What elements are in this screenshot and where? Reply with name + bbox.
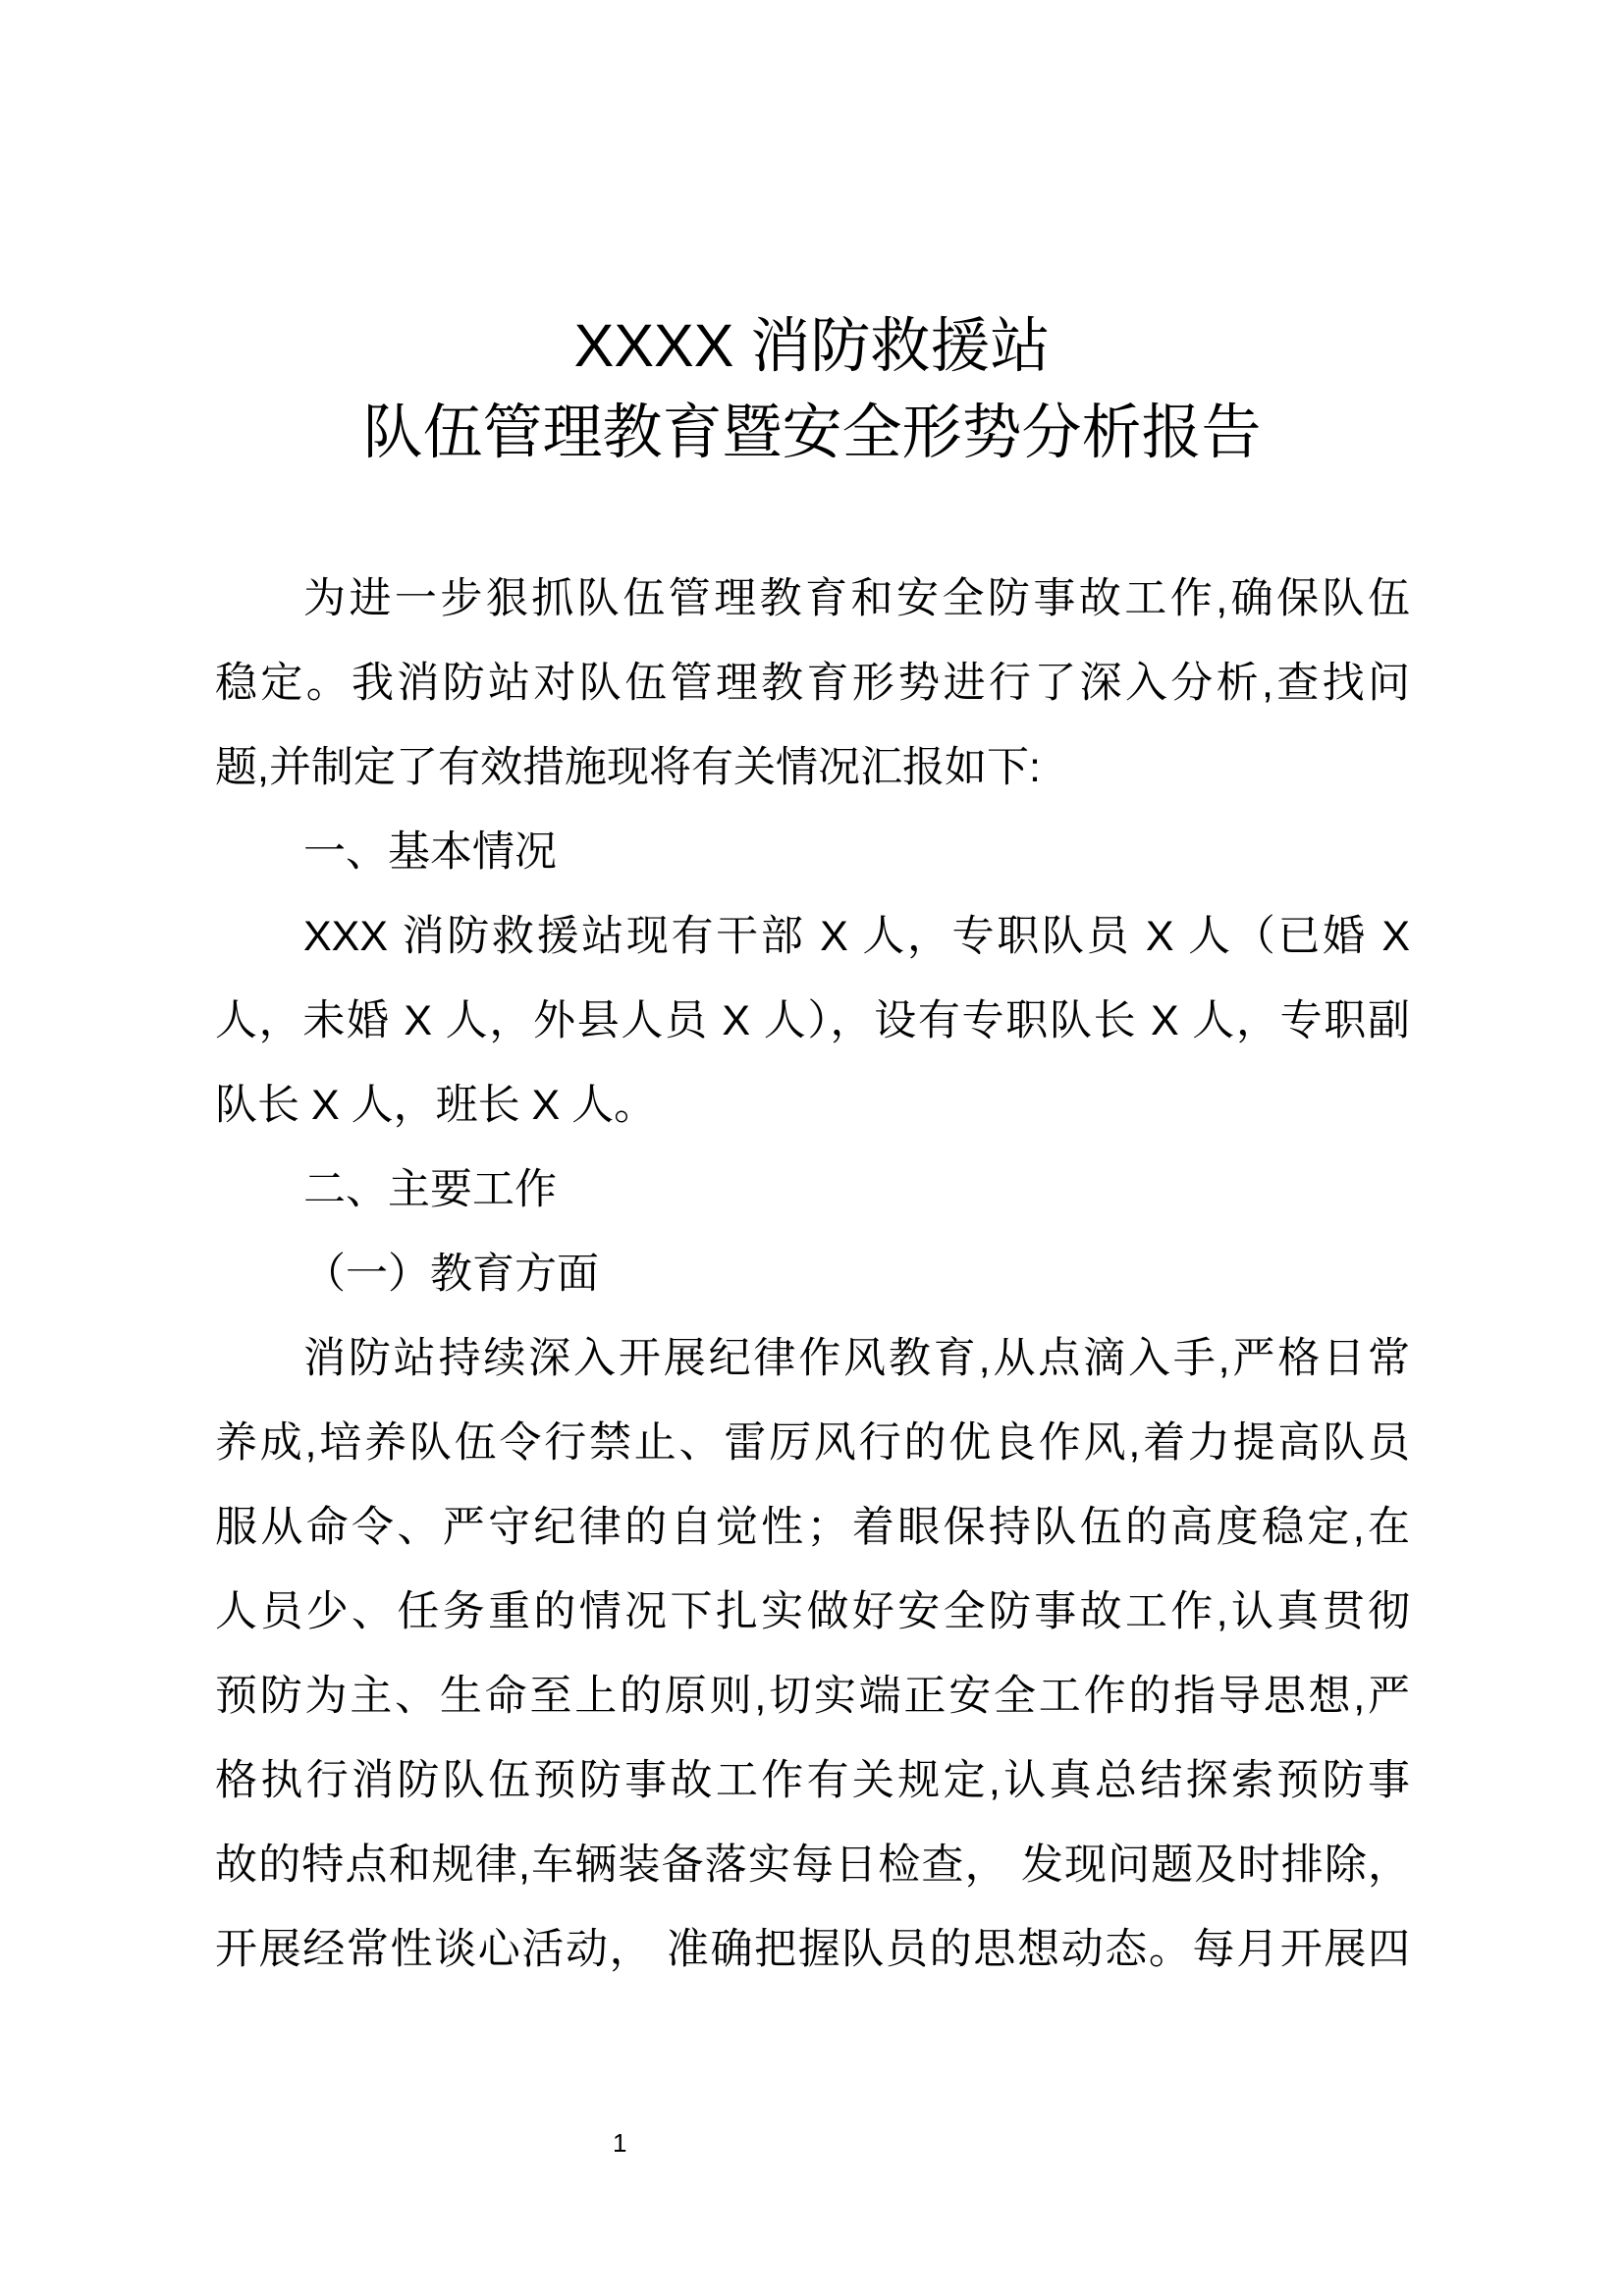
- title-line-2: 队伍管理教育暨安全形势分析报告: [362, 399, 1262, 465]
- text-line: 预防为主、生命至上的原则,切实端正安全工作的指导思想,严: [215, 1673, 1410, 1720]
- text-line: 服从命令、严守纪律的自觉性；着眼保持队伍的高度稳定,在: [215, 1504, 1410, 1551]
- page-number: 1: [613, 2128, 627, 2158]
- document-title: [0, 302, 1624, 475]
- text-line: XXX 消防救援站现有干部 X 人，专职队员 X 人（已婚 X: [303, 913, 1410, 960]
- text-line: 人员少、任务重的情况下扎实做好安全防事故工作,认真贯彻: [215, 1588, 1410, 1635]
- text-line: 队长 X 人，班长 X 人。: [215, 1082, 657, 1129]
- text-line: （一）教育方面: [303, 1251, 599, 1298]
- document-body: [215, 557, 1410, 1992]
- text-line: 一、基本情况: [303, 828, 557, 876]
- text-line: 消防站持续深入开展纪律作风教育,从点滴入手,严格日常: [303, 1335, 1410, 1382]
- text-line: 题,并制定了有效措施现将有关情况汇报如下:: [215, 744, 1041, 791]
- text-line: 二、主要工作: [303, 1166, 557, 1213]
- text-line: 人，未婚 X 人，外县人员 X 人），设有专职队长 X 人，专职副: [215, 997, 1410, 1044]
- text-line: 为进一步狠抓队伍管理教育和安全防事故工作,确保队伍: [303, 575, 1410, 622]
- text-line: 故的特点和规律,车辆装备落实每日检查， 发现问题及时排除，: [215, 1842, 1410, 1889]
- text-line: 养成,培养队伍令行禁止、雷厉风行的优良作风,着力提高队员: [215, 1419, 1410, 1467]
- text-line: 格执行消防队伍预防事故工作有关规定,认真总结探索预防事: [215, 1757, 1410, 1804]
- title-line-1: XXXX 消防救援站: [573, 312, 1051, 379]
- text-line: 稳定。我消防站对队伍管理教育形势进行了深入分析,查找问: [215, 660, 1410, 707]
- text-line: 开展经常性谈心活动， 准确把握队员的思想动态。每月开展四: [215, 1926, 1410, 1973]
